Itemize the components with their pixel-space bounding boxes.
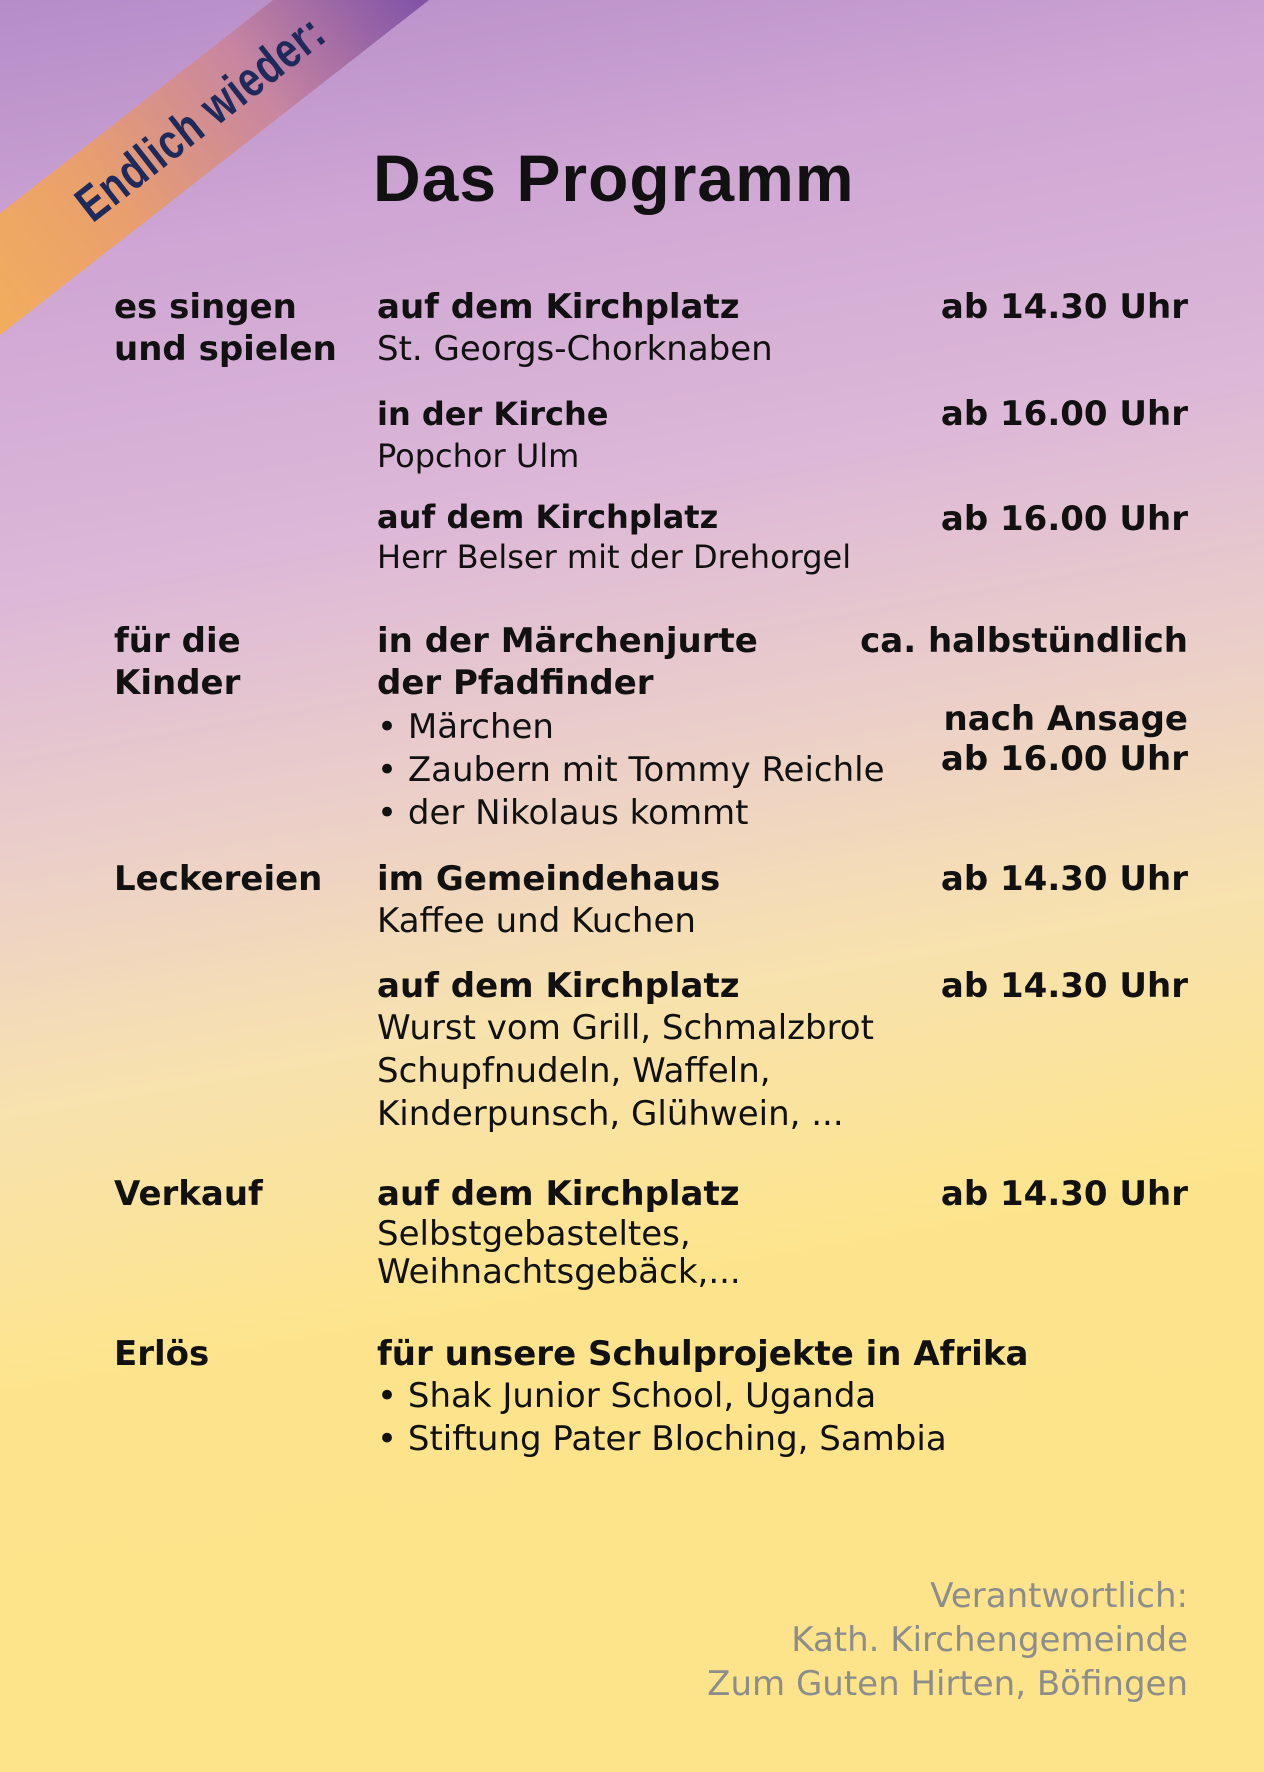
erloes-items bbox=[377, 1375, 947, 1461]
entry-time-ab-16: ab 16.00 Uhr bbox=[940, 739, 1188, 779]
category-verkauf: Verkauf bbox=[114, 1174, 263, 1214]
list-item: • Zaubern mit Tommy Reichle bbox=[377, 750, 885, 790]
list-item: • Stiftung Pater Bloching, Sambia bbox=[377, 1419, 947, 1459]
category-line: und spielen bbox=[114, 329, 337, 369]
entry-time: ab 16.00 Uhr bbox=[940, 394, 1188, 434]
entry-time: ab 14.30 Uhr bbox=[940, 859, 1188, 899]
kinder-items bbox=[377, 706, 885, 835]
category-kinder bbox=[114, 620, 241, 704]
entry-line: Weihnachtsgebäck,... bbox=[377, 1252, 741, 1292]
entry-time: ab 14.30 Uhr bbox=[940, 1174, 1188, 1214]
entry-place: im Gemeindehaus bbox=[377, 859, 721, 899]
category-line: für die bbox=[114, 621, 241, 661]
entry-place: für unsere Schulprojekte in Afrika bbox=[377, 1334, 1029, 1374]
entry-place: auf dem Kirchplatz bbox=[377, 1174, 740, 1214]
category-line: es singen bbox=[114, 287, 297, 327]
list-item: • Shak Junior School, Uganda bbox=[377, 1376, 877, 1416]
footer-line: Kath. Kirchengemeinde bbox=[791, 1620, 1188, 1660]
entry-line: Kaffee und Kuchen bbox=[377, 901, 696, 941]
entry-line: Selbstgebasteltes, bbox=[377, 1214, 691, 1254]
entry-time: ab 14.30 Uhr bbox=[940, 966, 1188, 1006]
footer-line: Verantwortlich: bbox=[930, 1576, 1188, 1616]
entry-place: in der Kirche bbox=[377, 395, 609, 433]
entry-place: auf dem Kirchplatz bbox=[377, 287, 740, 327]
category-leckereien: Leckereien bbox=[114, 859, 323, 899]
ribbon-text: Endlich wieder: bbox=[64, 3, 336, 233]
entry-place: auf dem Kirchplatz bbox=[377, 966, 740, 1006]
entry-line: St. Georgs-Chorknaben bbox=[377, 329, 773, 369]
entry-time: ca. halbstündlich bbox=[860, 621, 1188, 661]
footer-line: Zum Guten Hirten, Böfingen bbox=[707, 1664, 1188, 1704]
entry-lines bbox=[377, 1007, 874, 1136]
entry-line: Kinderpunsch, Glühwein, ... bbox=[377, 1094, 844, 1134]
entry-line: Wurst vom Grill, Schmalzbrot bbox=[377, 1008, 874, 1048]
entry-line: Popchor Ulm bbox=[377, 437, 580, 475]
entry-time: ab 16.00 Uhr bbox=[940, 499, 1188, 539]
page-title: Das Programm bbox=[373, 141, 855, 215]
category-line: Kinder bbox=[114, 663, 241, 703]
entry-line: Schupfnudeln, Waffeln, bbox=[377, 1051, 771, 1091]
list-item: • der Nikolaus kommt bbox=[377, 793, 749, 833]
footer-responsible bbox=[707, 1574, 1188, 1706]
list-item: • Märchen bbox=[377, 707, 554, 747]
entry-line: Herr Belser mit der Drehorgel bbox=[377, 538, 852, 576]
entry-time: ab 14.30 Uhr bbox=[940, 287, 1188, 327]
place-line: in der Märchenjurte bbox=[377, 621, 758, 661]
entry-time-nach-ansage: nach Ansage bbox=[943, 699, 1188, 739]
category-erloes: Erlös bbox=[114, 1334, 210, 1374]
category-singen bbox=[114, 286, 337, 370]
place-line: der Pfadfinder bbox=[377, 663, 654, 703]
entry-lines bbox=[377, 1215, 741, 1291]
entry-place bbox=[377, 620, 758, 704]
entry-place: auf dem Kirchplatz bbox=[377, 498, 719, 536]
